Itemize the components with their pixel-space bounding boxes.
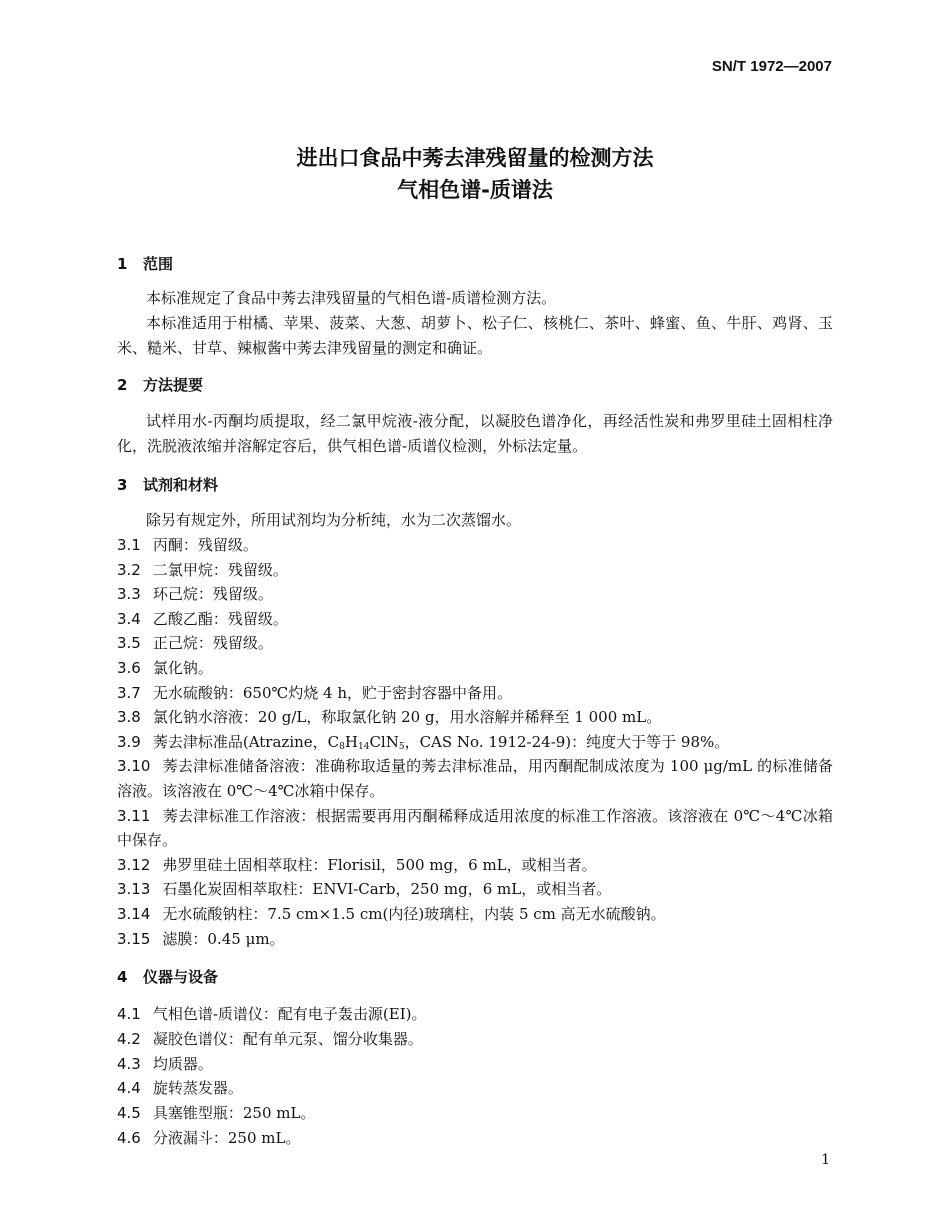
clause-item bbox=[117, 1126, 833, 1151]
section-title: 仪器与设备 bbox=[143, 968, 219, 986]
clause-item bbox=[117, 533, 833, 558]
clause-text: 无水硫酸钠：650℃灼烧 4 h，贮于密封容器中备用。 bbox=[152, 683, 513, 702]
clause-text: 二氯甲烷：残留级。 bbox=[152, 560, 288, 579]
section-number: 3 bbox=[117, 476, 128, 494]
clause-text: 莠去津标准工作溶液：根据需要再用丙酮稀释成适用浓度的标准工作溶液。该溶液在 0℃～4℃冰箱中保存。 bbox=[117, 806, 833, 850]
clause-item bbox=[117, 1002, 833, 1027]
clause-text: 具塞锥型瓶：250 mL。 bbox=[152, 1104, 316, 1123]
clause-text: 气相色谱-质谱仪：配有电子轰击源(EI)。 bbox=[152, 1005, 427, 1023]
formula-part: H bbox=[344, 732, 358, 751]
clause-text: 乙酸乙酯：残留级。 bbox=[152, 609, 288, 628]
section-number: 4 bbox=[117, 968, 128, 986]
clause-number: 4.2 bbox=[117, 1029, 141, 1048]
clause-number: 3.15 bbox=[117, 929, 151, 948]
clause-text: 氯化钠。 bbox=[152, 659, 213, 677]
clause-item bbox=[117, 656, 833, 681]
document-title: 进出口食品中莠去津残留量的检测方法 bbox=[296, 146, 654, 170]
clause-item bbox=[117, 902, 833, 927]
clause-item bbox=[117, 1052, 833, 1077]
clause-item bbox=[117, 558, 833, 583]
section-title: 范围 bbox=[143, 255, 174, 273]
section-heading-reagents bbox=[117, 474, 218, 495]
clause-item bbox=[117, 927, 833, 952]
clause-number: 3.3 bbox=[117, 585, 141, 604]
formula-part: C bbox=[327, 732, 340, 751]
chemical-formula bbox=[328, 733, 405, 751]
clause-text: 滤膜：0.45 μm。 bbox=[162, 929, 285, 948]
clause-text: 环己烷：残留级。 bbox=[152, 585, 273, 604]
clause-item bbox=[117, 631, 833, 656]
clause-number: 3.9 bbox=[117, 732, 141, 751]
clause-text: 无水硫酸钠柱：7.5 cm×1.5 cm(内径)玻璃柱，内装 5 cm 高无水硫酸钠。 bbox=[162, 905, 666, 923]
clause-number: 4.6 bbox=[117, 1129, 141, 1147]
clause-item bbox=[117, 607, 833, 632]
formula-part: ClN bbox=[369, 732, 399, 751]
clause-number: 3.4 bbox=[117, 609, 141, 628]
clause-number: 3.7 bbox=[117, 683, 141, 702]
clause-item bbox=[117, 582, 833, 607]
formula-part: 8 bbox=[339, 741, 345, 752]
clause-text: 莠去津标准储备溶液：准确称取适量的莠去津标准品，用丙酮配制成浓度为 100 μg/mL 的标准储备溶液。该溶液在 0℃～4℃冰箱中保存。 bbox=[117, 757, 833, 800]
clause-number: 4.4 bbox=[117, 1079, 141, 1098]
clause-number: 3.14 bbox=[117, 905, 151, 923]
clause-number: 3.6 bbox=[117, 659, 141, 677]
clause-text: 莠去津标准品(Atrazine， bbox=[152, 732, 328, 751]
clause-item bbox=[117, 853, 833, 878]
clause-text: 弗罗里硅土固相萃取柱：Florisil，500 mg，6 mL，或相当者。 bbox=[162, 855, 597, 874]
section-heading-scope bbox=[117, 253, 173, 274]
clause-number: 3.12 bbox=[117, 855, 151, 874]
clause-item bbox=[117, 1027, 833, 1052]
clause-text: 均质器。 bbox=[152, 1054, 213, 1073]
paragraph: 试样用水-丙酮均质提取，经二氯甲烷液-液分配，以凝胶色谱净化，再经活性炭和弗罗里硅土固相柱净化，洗脱液浓缩并溶解定容后，供气相色谱-质谱仪检测，外标法定量。 bbox=[117, 412, 833, 455]
clause-number: 3.5 bbox=[117, 634, 141, 653]
standard-number: SN/T 1972—2007 bbox=[711, 58, 832, 75]
clause-number: 3.2 bbox=[117, 560, 141, 579]
formula-part: 5 bbox=[398, 741, 405, 752]
paragraph: 除另有规定外，所用试剂均为分析纯，水为二次蒸馏水。 bbox=[146, 511, 522, 529]
clause-number: 3.13 bbox=[117, 880, 151, 899]
section-number: 2 bbox=[117, 376, 128, 394]
clause-number: 3.10 bbox=[117, 757, 151, 776]
clause-item bbox=[117, 804, 833, 853]
clause-text: ，CAS No. 1912-24-9)：纯度大于等于 98%。 bbox=[404, 732, 730, 751]
section-title: 试剂和材料 bbox=[143, 476, 219, 494]
clause-item bbox=[117, 877, 833, 902]
clause-text: 分液漏斗：250 mL。 bbox=[152, 1129, 301, 1147]
clause-number: 3.1 bbox=[117, 536, 141, 554]
clause-item bbox=[117, 681, 833, 706]
clause-text: 正己烷：残留级。 bbox=[152, 634, 273, 653]
section-heading-principle bbox=[117, 374, 203, 395]
formula-part: 14 bbox=[357, 741, 370, 752]
clause-text: 石墨化炭固相萃取柱：ENVI-Carb，250 mg，6 mL，或相当者。 bbox=[162, 880, 612, 899]
clause-item bbox=[117, 705, 833, 730]
document-subtitle: 气相色谱-质谱法 bbox=[397, 178, 553, 202]
clause-text: 凝胶色谱仪：配有单元泵、馏分收集器。 bbox=[152, 1029, 423, 1048]
section-title: 方法提要 bbox=[143, 376, 204, 394]
clause-text: 旋转蒸发器。 bbox=[152, 1079, 243, 1098]
clause-number: 4.5 bbox=[117, 1104, 141, 1123]
paragraph: 本标准规定了食品中莠去津残留量的气相色谱-质谱检测方法。 bbox=[146, 289, 557, 307]
clause-number: 4.1 bbox=[117, 1005, 141, 1023]
clause-item bbox=[117, 1076, 833, 1101]
clause-number: 4.3 bbox=[117, 1054, 141, 1073]
section-heading-apparatus bbox=[117, 966, 218, 987]
clause-text: 丙酮：残留级。 bbox=[152, 536, 258, 554]
section-number: 1 bbox=[117, 255, 128, 273]
clause-item bbox=[117, 754, 833, 803]
clause-number: 3.11 bbox=[117, 806, 151, 825]
clause-text: 氯化钠水溶液：20 g/L，称取氯化钠 20 g，用水溶解并稀释至 1 000 mL。 bbox=[152, 708, 662, 727]
page-number: 1 bbox=[821, 1152, 830, 1168]
paragraph: 本标准适用于柑橘、苹果、菠菜、大葱、胡萝卜、松子仁、核桃仁、茶叶、蜂蜜、鱼、牛肝、鸡肾、玉米、糙米、甘草、辣椒酱中莠去津残留量的测定和确证。 bbox=[117, 314, 833, 357]
clause-item bbox=[117, 1101, 833, 1126]
clause-number: 3.8 bbox=[117, 708, 141, 727]
